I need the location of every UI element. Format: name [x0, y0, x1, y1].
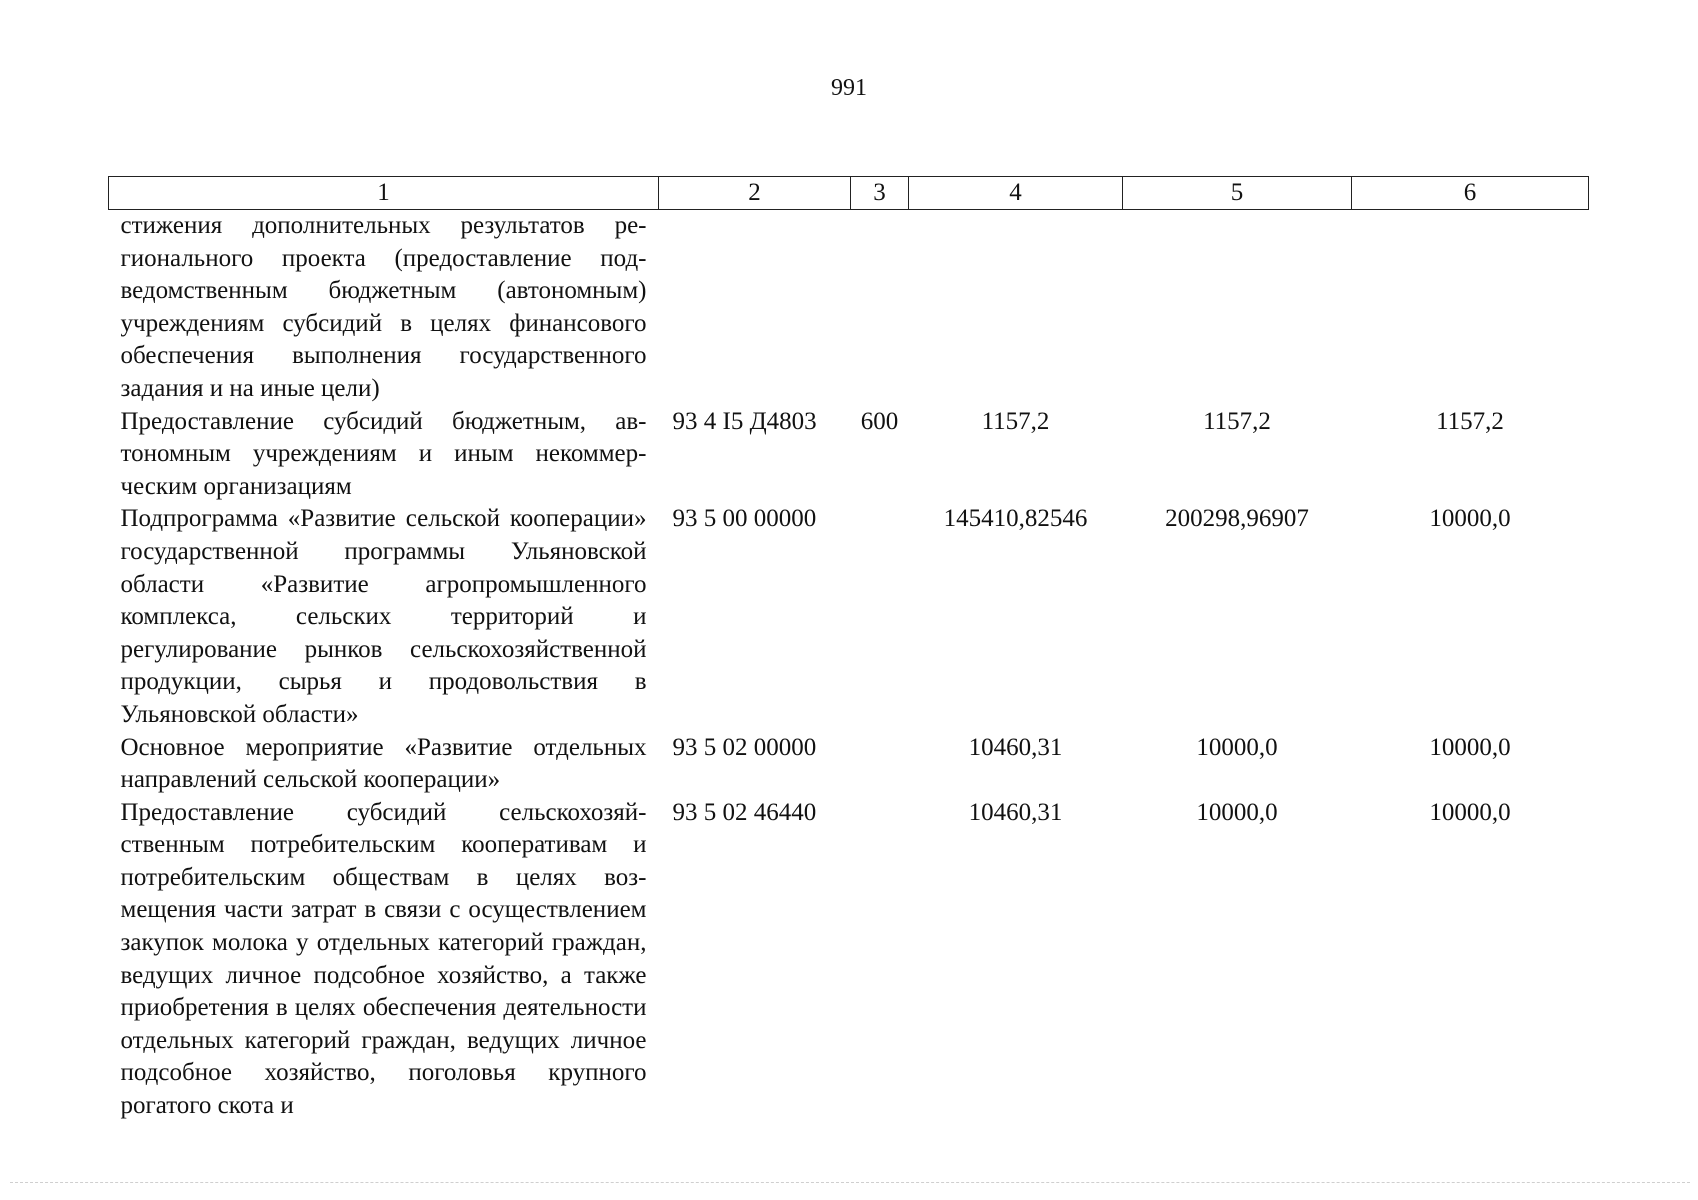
- row-amount-col-6: 10000,0: [1429, 798, 1511, 826]
- table-row: [109, 503, 1589, 731]
- row-name: стижения дополнительных результатов регионального проекта (предоставление подведомственным бюджетным (автономным) учреждениям субсидий в целях финансового обеспечения выполнения государственного задания и на иные цели): [120, 212, 647, 402]
- row-expense-type: [851, 797, 909, 1123]
- row-name: Предоставление субсидий бюджетным, автономным учреждениям и иным некоммерческим организациям: [120, 407, 647, 500]
- header-col-3: 3: [851, 177, 909, 210]
- table-row: [109, 797, 1589, 1123]
- row-target-code: 93 5 00 00000: [672, 505, 817, 533]
- row-amount-col-5: 10000,0: [1196, 798, 1278, 826]
- row-amount-col-5: 200298,96907: [1165, 505, 1309, 533]
- row-target-code: 93 5 02 46440: [672, 798, 817, 826]
- row-amount-col-4: 145410,82546: [943, 505, 1088, 533]
- table-row: [109, 406, 1589, 504]
- table-row: [109, 210, 1589, 406]
- row-amount-col-4: 1157,2: [981, 407, 1050, 435]
- header-col-2: 2: [659, 177, 851, 210]
- budget-table: [108, 176, 1589, 1123]
- row-amount-col-4: [909, 210, 1123, 406]
- header-col-6: 6: [1352, 177, 1589, 210]
- header-col-4: 4: [909, 177, 1123, 210]
- row-amount-col-4: 10460,31: [968, 733, 1063, 761]
- row-target-code: [659, 210, 851, 406]
- row-amount-col-5: 1157,2: [1203, 407, 1271, 435]
- row-amount-col-5: [1123, 210, 1352, 406]
- row-expense-type: 600: [860, 407, 899, 435]
- row-expense-type: [851, 503, 909, 731]
- scan-edge-divider: [10, 1182, 1690, 1183]
- row-target-code: 93 4 I5 Д4803: [672, 407, 817, 435]
- row-name: Основное мероприятие «Развитие отдельных направлений сельской кооперации»: [120, 733, 647, 794]
- row-name: Подпрограмма «Развитие сельской кооперации» государственной программы Ульяновской области «Развитие агропромышленного комплекса, сельских территорий и регулирование рынков сельскохозяйственной продукции, сырья и продовольствия в Ульяновской области»: [120, 505, 647, 728]
- row-amount-col-6: 10000,0: [1429, 733, 1511, 761]
- header-col-5: 5: [1123, 177, 1352, 210]
- header-row: [109, 177, 1589, 210]
- table-row: [109, 732, 1589, 797]
- row-expense-type: [851, 210, 909, 406]
- header-col-1: 1: [109, 177, 659, 210]
- table-header: [109, 177, 1589, 210]
- row-amount-col-5: 10000,0: [1196, 733, 1278, 761]
- page-number: 991: [831, 75, 867, 101]
- row-amount-col-6: 10000,0: [1429, 505, 1511, 533]
- row-expense-type: [851, 732, 909, 797]
- row-target-code: 93 5 02 00000: [672, 733, 817, 761]
- row-amount-col-4: 10460,31: [968, 798, 1063, 826]
- row-amount-col-6: 1157,2: [1436, 407, 1504, 435]
- table-body: [109, 210, 1589, 1123]
- row-name: Предоставление субсидий сельскохозяйственным потребительским кооперативам и потребительским обществам в целях возмещения части затрат в связи с осуществлением закупок молока у отдельных категорий граждан, ведущих личное подсобное хозяйство, а также приобретения в целях обеспечения деятельности отдельных категорий граждан, ведущих личное подсобное хозяйство, поголовья крупного рогатого скота и: [120, 798, 647, 1120]
- row-amount-col-6: [1352, 210, 1589, 406]
